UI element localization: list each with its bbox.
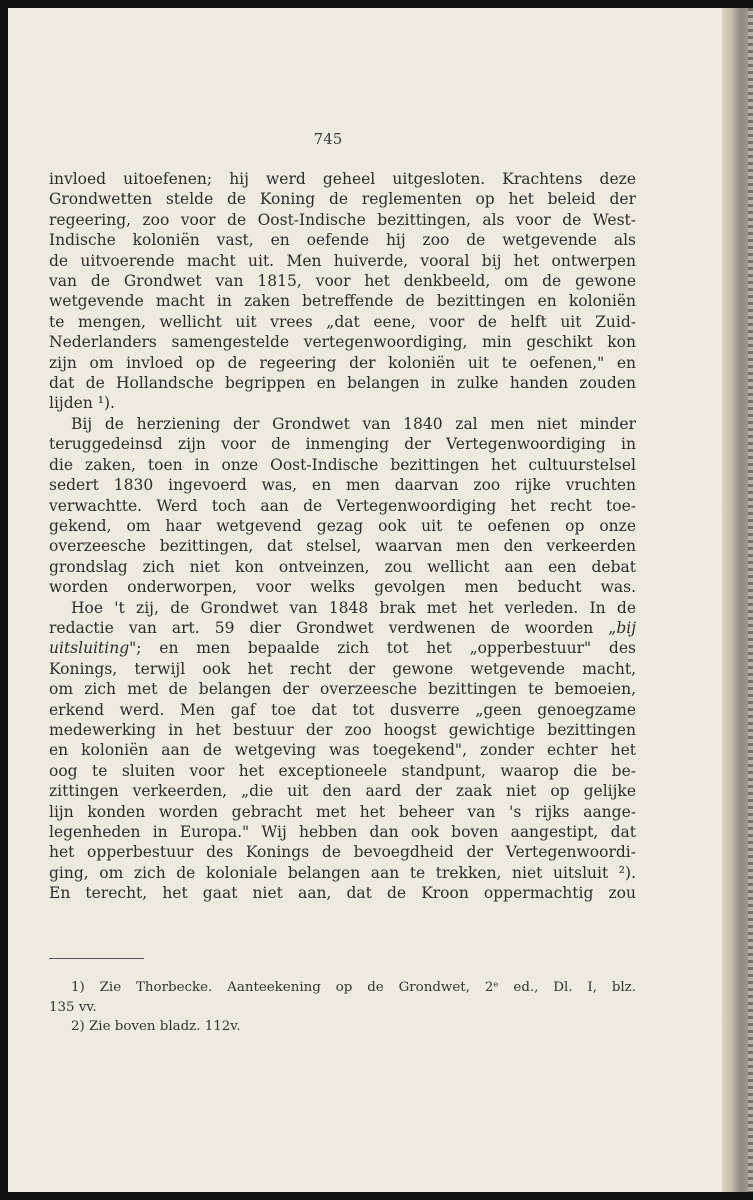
text-line (49, 618, 636, 638)
text-line: En terecht, het gaat niet aan, dat de Kroon oppermachtig zou (49, 884, 636, 903)
text-segment: redactie van art. 59 dier Grondwet verdwenen de woorden „ (49, 618, 617, 637)
text-line: zittingen verkeerden, „die uit den aard der zaak niet op gelijke (49, 782, 636, 801)
italic-word: bij (616, 618, 636, 637)
text-line: wetgevende macht in zaken betreffende de bezittingen en koloniën (49, 292, 636, 311)
text-line: invloed uitoefenen; hij werd geheel uitgesloten. Krachtens deze (49, 170, 636, 188)
text-line: van de Grondwet van 1815, voor het denkbeeld, om de gewone (49, 272, 636, 291)
footnote-1: 1) Zie Thorbecke. Aanteekening op de Grondwet, 2ᵉ ed., Dl. I, blz. (71, 980, 636, 995)
text-line (49, 638, 636, 658)
footnotes (49, 978, 636, 1037)
page-number: 745 (313, 130, 343, 148)
text-line: lijden ¹). (49, 394, 115, 413)
footnote-2: 2) Zie boven bladz. 112v. (71, 1019, 241, 1034)
book-page (8, 8, 722, 1192)
text-line: overzeesche bezittingen, dat stelsel, waarvan men den verkeerden (49, 537, 636, 556)
italic-word: uitsluiting (49, 639, 130, 658)
text-line: Nederlanders samengestelde vertegenwoordiging, min geschikt kon (49, 333, 636, 352)
text-line: regeering, zoo voor de Oost-Indische bezittingen, als voor de West- (49, 210, 636, 229)
text-line: Grondwetten stelde de Koning de reglementen op het beleid der (49, 190, 636, 209)
text-line: gekend, om haar wetgevend gezag ook uit te oefenen op onze (49, 516, 636, 535)
text-line: erkend werd. Men gaf toe dat tot dusverre „geen genoegzame (49, 700, 636, 719)
text-line: medewerking in het bestuur der zoo hoogst gewichtige bezittingen (49, 720, 636, 739)
text-line: Konings, terwijl ook het recht der gewone wetgevende macht, (49, 659, 636, 678)
text-line: worden onderworpen, voor welks gevolgen men beducht was. (49, 578, 636, 597)
footnote-divider (49, 958, 144, 959)
binding-edge (748, 8, 753, 1192)
text-line: Hoe 't zij, de Grondwet van 1848 brak met het verleden. In de (71, 598, 636, 617)
text-line: het opperbestuur des Konings de bevoegdheid der Vertegenwoordi- (49, 843, 636, 862)
text-line: lijn konden worden gebracht met het beheer van 's rijks aange- (49, 802, 636, 821)
text-line: en koloniën aan de wetgeving was toegekend", zonder echter het (49, 741, 636, 760)
text-line: dat de Hollandsche begrippen en belangen in zulke handen zouden (49, 374, 636, 393)
text-line: Bij de herziening der Grondwet van 1840 zal men niet minder (71, 414, 636, 433)
text-line: zijn om invloed op de regeering der koloniën uit te oefenen," en (49, 353, 636, 372)
text-line: sedert 1830 ingevoerd was, en men daarvan zoo rijke vruchten (49, 476, 636, 495)
text-line: de uitvoerende macht uit. Men huiverde, vooral bij het ontwerpen (49, 251, 636, 270)
body-text (49, 169, 636, 904)
text-line: te mengen, wellicht uit vrees „dat eene, voor de helft uit Zuid- (49, 312, 636, 331)
text-line: om zich met de belangen der overzeesche bezittingen te bemoeien, (49, 680, 636, 699)
text-line: teruggedeinsd zijn voor de inmenging der Vertegenwoordiging in (49, 435, 636, 454)
text-segment: "; en men bepaalde zich tot het „opperbestuur" des (129, 639, 636, 658)
footnote-1-continued: 135 vv. (49, 999, 97, 1015)
text-line: Indische koloniën vast, en oefende hij zoo de wetgevende als (49, 231, 636, 250)
text-line: die zaken, toen in onze Oost-Indische bezittingen het cultuurstelsel (49, 455, 636, 474)
text-line: oog te sluiten voor het exceptioneele standpunt, waarop die be- (49, 761, 636, 780)
text-line: verwachtte. Werd toch aan de Vertegenwoordiging het recht toe- (49, 496, 636, 515)
text-line: ging, om zich de koloniale belangen aan te trekken, niet uitsluit ²). (49, 863, 636, 882)
text-line: legenheden in Europa." Wij hebben dan ook boven aangestipt, dat (49, 823, 636, 841)
text-line: grondslag zich niet kon ontveinzen, zou wellicht aan een debat (49, 557, 636, 576)
